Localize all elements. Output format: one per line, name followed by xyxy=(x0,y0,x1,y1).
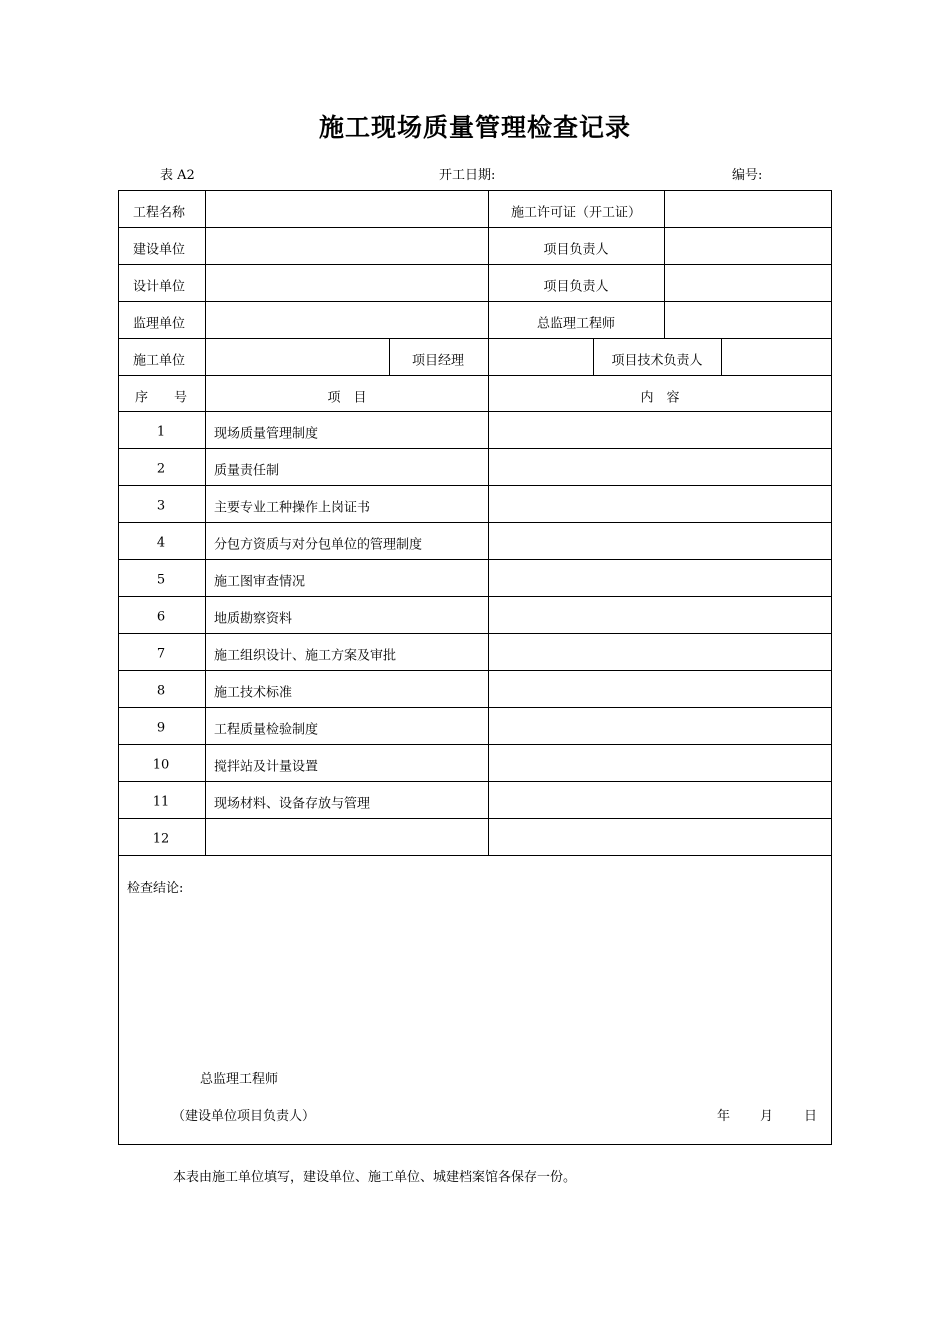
day-label: 日 xyxy=(804,1109,818,1124)
col-line xyxy=(488,190,489,855)
item-name: 搅拌站及计量设置 xyxy=(214,759,319,775)
start-date-label: 开工日期: xyxy=(439,168,496,183)
permit-label: 施工许可证（开工证） xyxy=(510,205,642,221)
row-line xyxy=(118,855,832,856)
item-number: 9 xyxy=(156,720,166,736)
row-line xyxy=(118,559,832,560)
item-number: 2 xyxy=(156,461,166,477)
item-name: 地质勘察资料 xyxy=(214,611,293,627)
design-unit-label: 设计单位 xyxy=(133,279,186,295)
item-name: 质量责任制 xyxy=(214,463,280,479)
row-line xyxy=(118,485,832,486)
item-name: 分包方资质与对分包单位的管理制度 xyxy=(214,537,423,553)
row-line xyxy=(118,264,832,265)
supervision-unit-label: 监理单位 xyxy=(133,316,186,332)
col-line xyxy=(664,190,665,338)
row-line xyxy=(118,633,832,634)
row-line xyxy=(118,301,832,302)
content-column-header: 内 容 xyxy=(640,390,680,406)
row-line xyxy=(118,744,832,745)
item-number: 4 xyxy=(156,535,166,551)
item-name: 现场质量管理制度 xyxy=(214,426,319,442)
item-number: 3 xyxy=(156,498,166,514)
form-number: 表 A2 xyxy=(160,168,195,183)
year-label: 年 xyxy=(717,1109,731,1124)
project-leader-label: 项目负责人 xyxy=(543,279,609,295)
item-number: 11 xyxy=(152,794,170,810)
item-name: 施工图审查情况 xyxy=(214,574,306,590)
item-number: 10 xyxy=(152,757,170,773)
item-number: 1 xyxy=(156,424,166,440)
serial-number-label: 编号: xyxy=(732,168,763,183)
row-line xyxy=(118,411,832,412)
project-leader-label: 项目负责人 xyxy=(543,242,609,258)
col-line xyxy=(593,338,594,375)
row-line xyxy=(118,522,832,523)
item-name: 现场材料、设备存放与管理 xyxy=(214,796,371,812)
construction-unit-label: 建设单位 xyxy=(133,242,186,258)
row-line xyxy=(118,448,832,449)
month-label: 月 xyxy=(760,1109,774,1124)
item-column-header: 项 目 xyxy=(327,390,367,406)
item-name: 施工组织设计、施工方案及审批 xyxy=(214,648,397,664)
tech-leader-label: 项目技术负责人 xyxy=(611,353,703,369)
item-name: 施工技术标准 xyxy=(214,685,293,701)
item-number: 12 xyxy=(152,831,170,847)
row-line xyxy=(118,818,832,819)
row-line xyxy=(118,707,832,708)
col-line xyxy=(389,338,390,375)
col-line xyxy=(205,190,206,855)
signer-alt-label: （建设单位项目负责人） xyxy=(172,1109,316,1124)
project-manager-label: 项目经理 xyxy=(411,353,465,369)
item-name: 工程质量检验制度 xyxy=(214,722,319,738)
project-name-label: 工程名称 xyxy=(133,205,186,221)
row-line xyxy=(118,596,832,597)
row-line xyxy=(118,670,832,671)
page-title: 施工现场质量管理检查记录 xyxy=(318,113,631,142)
item-number: 5 xyxy=(156,572,166,588)
item-number: 6 xyxy=(156,609,166,625)
chief-supervisor-label: 总监理工程师 xyxy=(536,316,616,332)
col-line xyxy=(721,338,722,375)
item-name: 主要专业工种操作上岗证书 xyxy=(214,500,371,516)
footnote: 本表由施工单位填写，建设单位、施工单位、城建档案馆各保存一份。 xyxy=(173,1170,577,1185)
item-number: 8 xyxy=(156,683,166,699)
record-table-frame xyxy=(118,190,832,1145)
row-line xyxy=(118,227,832,228)
seq-column-header: 序 号 xyxy=(134,390,188,406)
conclusion-label: 检查结论: xyxy=(127,881,184,896)
row-line xyxy=(118,375,832,376)
contractor-label: 施工单位 xyxy=(133,353,186,369)
signer-label: 总监理工程师 xyxy=(200,1072,279,1087)
row-line xyxy=(118,781,832,782)
item-number: 7 xyxy=(156,646,166,662)
row-line xyxy=(118,338,832,339)
